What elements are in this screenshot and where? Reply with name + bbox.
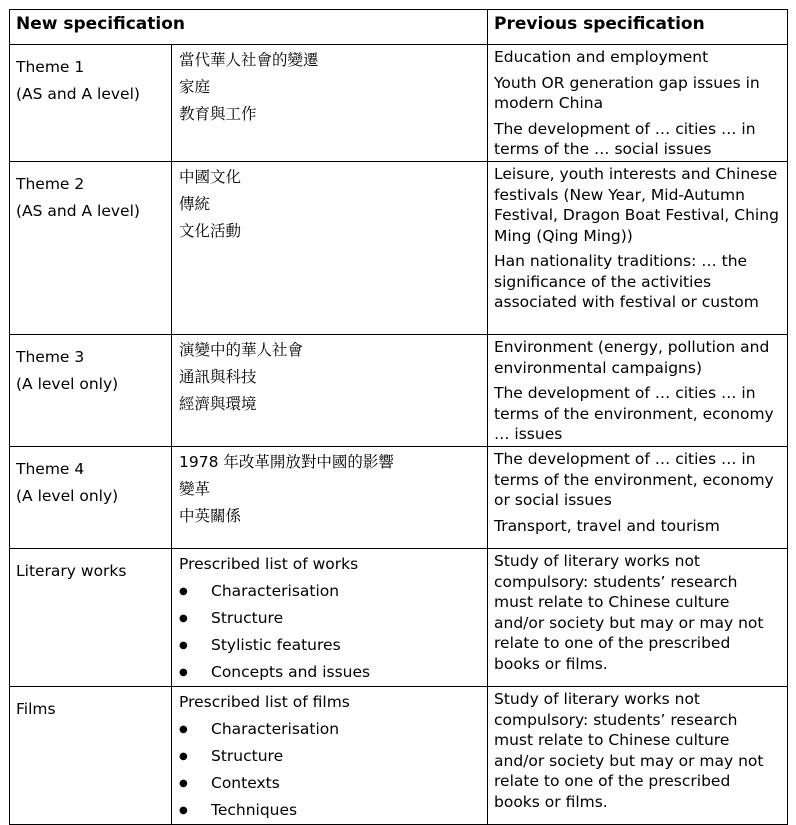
row-label-line: (AS and A level): [16, 202, 140, 220]
previous-spec-cell: [488, 335, 788, 447]
new-spec-bullet-item: ● Contexts: [179, 770, 487, 797]
row-label-line: (AS and A level): [16, 85, 140, 103]
previous-spec-paragraph: Youth OR generation gap issues in modern China: [494, 73, 760, 112]
new-spec-bullet-list: [179, 578, 487, 686]
new-spec-header: New specification: [10, 10, 488, 45]
previous-spec-header: Previous specification: [488, 10, 788, 45]
new-spec-line: 經濟與環境: [179, 395, 257, 413]
new-spec-line: 當代華人社會的變遷: [179, 51, 319, 69]
previous-spec-paragraph: Study of literary works not compulsory: students’ research must relate to Chinese culture and/or society but may or may not relate to one of the prescribed books or films.: [494, 552, 764, 673]
new-spec-line: 1978 年改革開放對中國的影響: [179, 453, 394, 471]
new-spec-bullet-list: [179, 716, 487, 824]
row-label-cell: [10, 447, 172, 549]
row-label-cell: [10, 45, 172, 162]
previous-spec-paragraph: The development of … cities … in terms of the environment, economy … issues: [494, 384, 774, 443]
previous-spec-cell: [488, 687, 788, 825]
previous-spec-paragraph: Transport, travel and tourism: [494, 516, 720, 535]
new-spec-line: 教育與工作: [179, 105, 257, 123]
new-spec-bullet-item: ● Stylistic features: [179, 632, 487, 659]
row-label-line: (A level only): [16, 487, 119, 505]
new-spec-bullet-item: ● Structure: [179, 743, 487, 770]
row-label-line: Literary works: [16, 562, 127, 580]
new-spec-line: 傳統: [179, 195, 211, 213]
new-spec-line: Prescribed list of works: [179, 555, 359, 573]
specification-comparison-table: [9, 9, 788, 825]
new-spec-line: 演變中的華人社會: [179, 341, 304, 359]
new-spec-bullet-item: ● Techniques: [179, 797, 487, 824]
header-row: [10, 10, 788, 45]
row-label-cell: [10, 687, 172, 825]
new-spec-cell: [172, 162, 488, 335]
previous-spec-cell: [488, 45, 788, 162]
row-label-line: Theme 2: [16, 175, 85, 193]
row-label-line: Theme 3: [16, 348, 85, 366]
row-label-cell: [10, 162, 172, 335]
previous-spec-cell: [488, 447, 788, 549]
previous-spec-cell: [488, 162, 788, 335]
new-spec-cell: [172, 687, 488, 825]
new-spec-bullet-item: ● Structure: [179, 605, 487, 632]
new-spec-cell: [172, 45, 488, 162]
new-spec-line: 中國文化: [179, 168, 242, 186]
previous-spec-cell: [488, 549, 788, 687]
new-spec-line: 中英關係: [179, 507, 242, 525]
table-row: [10, 447, 788, 549]
new-spec-line: 變革: [179, 480, 211, 498]
previous-spec-paragraph: The development of … cities … in terms of the environment, economy or social issues: [494, 450, 774, 509]
previous-spec-paragraph: Education and employment: [494, 48, 709, 66]
new-spec-cell: [172, 335, 488, 447]
new-spec-bullet-item: ● Characterisation: [179, 716, 487, 743]
new-spec-line: 通訊與科技: [179, 368, 257, 386]
new-spec-cell: [172, 447, 488, 549]
row-label-line: Films: [16, 700, 56, 718]
table-row: [10, 162, 788, 335]
row-label-line: (A level only): [16, 375, 119, 393]
previous-spec-paragraph: Leisure, youth interests and Chinese festivals (New Year, Mid-Autumn Festival, Dragon Boat Festival, Ching Ming (Qing Ming)): [494, 165, 779, 245]
new-spec-bullet-item: ● Concepts and issues: [179, 659, 487, 686]
table-row: [10, 45, 788, 162]
previous-spec-paragraph: The development of … cities … in terms of the … social issues: [494, 119, 756, 158]
table-row: [10, 549, 788, 687]
row-label-line: Theme 1: [16, 58, 85, 76]
new-spec-line: 文化活動: [179, 222, 242, 240]
previous-spec-paragraph: Han nationality traditions: … the significance of the activities associated with festival or custom: [494, 252, 759, 311]
table-row: [10, 335, 788, 447]
previous-spec-paragraph: Study of literary works not compulsory: students’ research must relate to Chinese culture and/or society but may or may not relate to one of the prescribed books or films.: [494, 690, 764, 811]
row-label-line: Theme 4: [16, 460, 85, 478]
row-label-cell: [10, 549, 172, 687]
new-spec-bullet-item: ● Characterisation: [179, 578, 487, 605]
new-spec-line: Prescribed list of films: [179, 693, 350, 711]
previous-spec-paragraph: Environment (energy, pollution and environmental campaigns): [494, 338, 770, 377]
new-spec-line: 家庭: [179, 78, 211, 96]
new-spec-cell: [172, 549, 488, 687]
row-label-cell: [10, 335, 172, 447]
table-row: [10, 687, 788, 825]
